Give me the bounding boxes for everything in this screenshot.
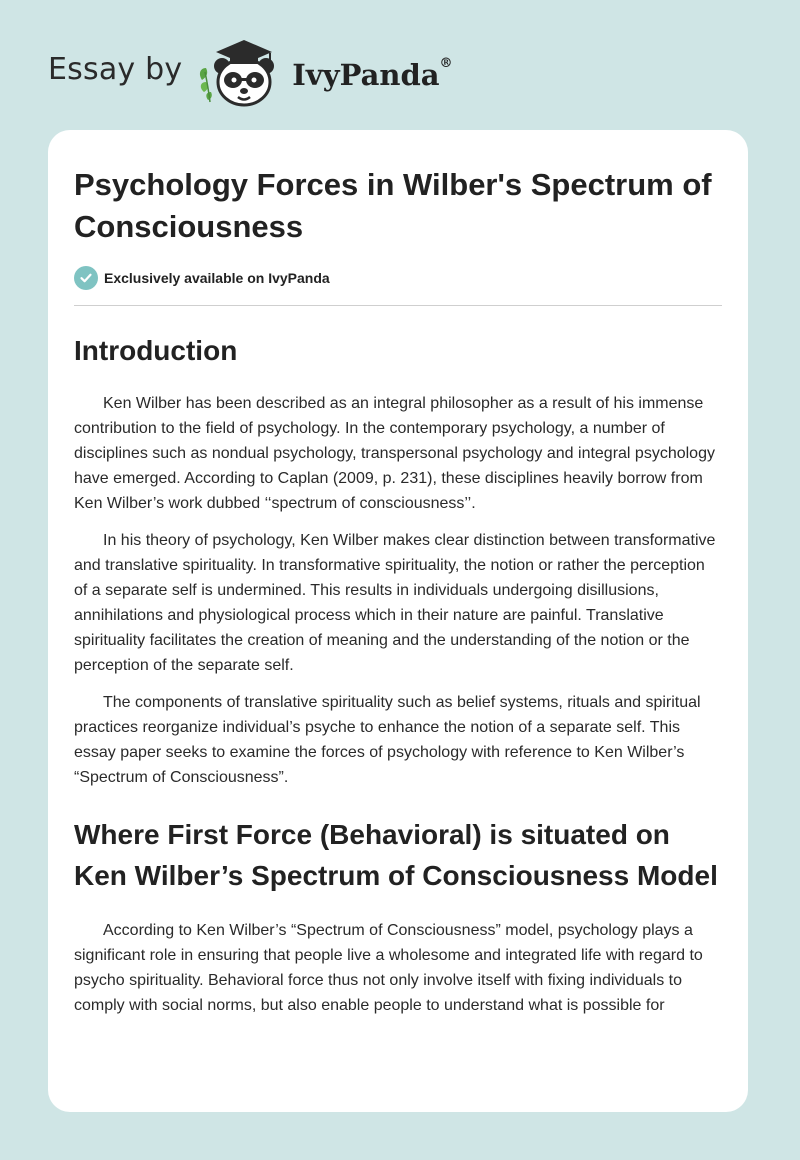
registered-mark: ®	[439, 56, 453, 71]
essay-card	[48, 130, 748, 1112]
exclusive-label: Exclusively available on IvyPanda	[104, 270, 330, 286]
divider	[74, 305, 722, 306]
paragraph: The components of translative spirituality such as belief systems, rituals and spiritual practices reorganize individual’s psyche to enhance the notion of a separate self. This essay paper seeks to examine the forces of psychology with reference to Ken Wilber’s “Spectrum of Consciousness”.	[74, 694, 701, 786]
brand-prefix: Essay by	[48, 51, 183, 87]
brand-name	[292, 58, 452, 92]
page-title: Psychology Forces in Wilber's Spectrum of Consciousness	[74, 167, 712, 244]
paragraph: In his theory of psychology, Ken Wilber makes clear distinction between transformative and translative spirituality. In transformative spirituality, the notion or rather the perception of a separate self is undermined. This results in individuals undergoing disillusions, annihilations and physiological process which in their nature are painful. Translative spirituality facilitates the creation of meaning and the understanding of the notion or the perception of the separate self.	[74, 532, 716, 674]
section-heading-introduction: Introduction	[74, 335, 238, 366]
brand-name-text: IvyPanda	[292, 58, 440, 92]
paragraph: According to Ken Wilber’s “Spectrum of Consciousness” model, psychology plays a significant role in ensuring that people live a wholesome and integrated life with regard to psycho spirituality. Behavioral force thus not only involve itself with fixing individuals to comply with social norms, but also enable people to understand what is possible for	[74, 922, 703, 1014]
section-heading-first-force: Where First Force (Behavioral) is situated on Ken Wilber’s Spectrum of Consciousness Model	[74, 819, 718, 891]
exclusive-badge	[74, 266, 722, 290]
brand-logo[interactable]	[48, 36, 453, 108]
panda-mascot-icon	[196, 36, 286, 108]
paragraph: Ken Wilber has been described as an integral philosopher as a result of his immense contribution to the field of psychology. In the contemporary psychology, a number of disciplines such as nondual psychology, transpersonal psychology and integral psychology have emerged. According to Caplan (2009, p. 231), these disciplines heavily borrow from Ken Wilber’s work dubbed ‘‘spectrum of consciousness’’.	[74, 395, 715, 512]
check-icon	[74, 266, 98, 290]
